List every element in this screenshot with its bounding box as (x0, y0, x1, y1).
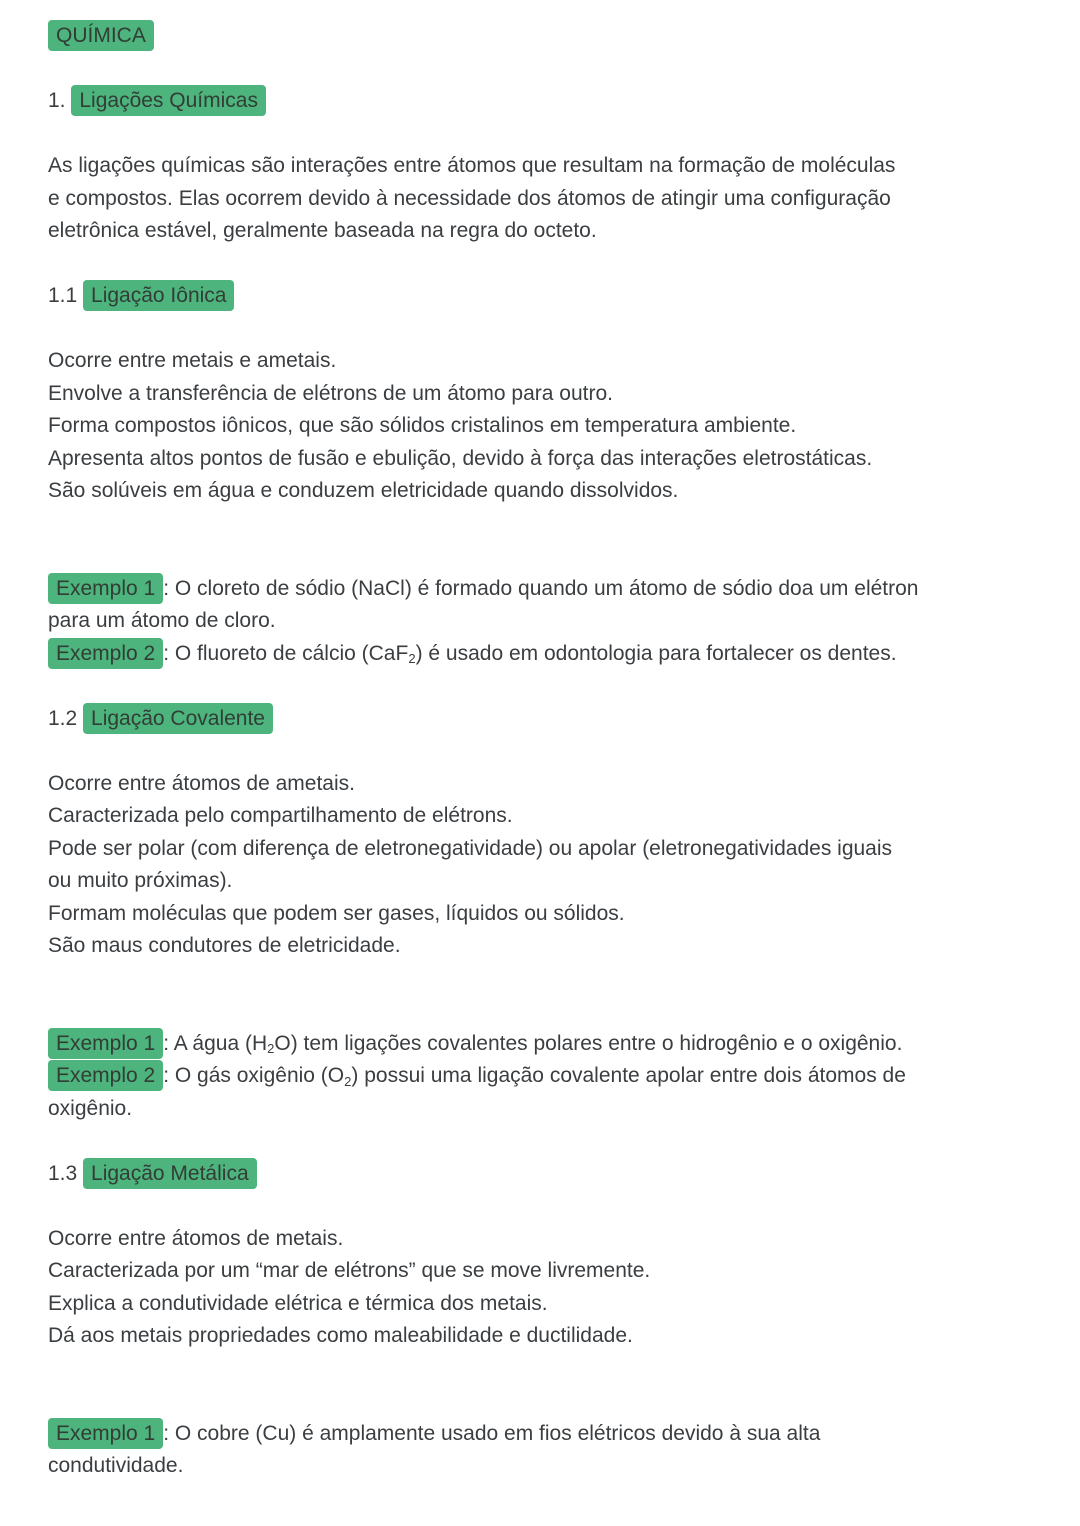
highlight-mark: QUÍMICA (48, 20, 154, 51)
text-segment: : O fluoreto de cálcio (CaF (163, 641, 409, 665)
subscript-text: 2 (344, 1073, 352, 1089)
text-segment: Formam moléculas que podem ser gases, líquidos ou sólidos. (48, 901, 625, 925)
covalent-examples (48, 1028, 1060, 1126)
highlight-mark: Ligações Químicas (71, 85, 266, 116)
text-segment: ) possui uma ligação covalente apolar entre dois átomos de (351, 1064, 906, 1087)
ionic-properties-line (48, 345, 1060, 378)
text-segment: Caracterizada por um “mar de elétrons” que se move livremente. (48, 1259, 651, 1282)
text-segment: Forma compostos iônicos, que são sólidos cristalinos em temperatura ambiente. (48, 414, 797, 437)
subscript-text: 2 (267, 1041, 275, 1057)
highlight-mark: Ligação Covalente (83, 703, 273, 734)
highlight-mark: Exemplo 2 (48, 638, 163, 669)
text-segment: e compostos. Elas ocorrem devido à necessidade dos átomos de atingir uma configuração (48, 186, 891, 210)
text-segment: Dá aos metais propriedades como maleabilidade e ductilidade. (48, 1324, 633, 1347)
text-segment: 1.2 (48, 706, 84, 730)
covalent-properties-line (48, 768, 1060, 801)
text-segment: As ligações químicas são interações entre átomos que resultam na formação de moléculas (48, 154, 896, 177)
text-segment: 1. (48, 89, 72, 112)
metallic-properties-line (48, 1223, 1060, 1256)
section-1-heading-line (48, 85, 1060, 118)
covalent-examples-line (48, 1060, 1060, 1093)
text-segment: O) tem ligações covalentes polares entre o hidrogênio e o oxigênio. (274, 1031, 903, 1055)
text-segment: 1.1 (48, 284, 84, 307)
section-1-3-heading (48, 1158, 1060, 1191)
text-segment: ou muito próximas). (48, 869, 233, 892)
ionic-examples-line (48, 638, 1060, 671)
text-segment: 1.3 (48, 1161, 84, 1185)
section-1-heading (48, 85, 1060, 118)
ionic-examples-line (48, 605, 1060, 638)
section-1-1-heading-line (48, 280, 1060, 313)
section-1-intro (48, 150, 1060, 248)
text-segment: ) é usado em odontologia para fortalecer os dentes. (415, 641, 897, 665)
section-1-1-heading (48, 280, 1060, 313)
text-segment: : O gás oxigênio (O (163, 1064, 345, 1087)
highlight-mark: Exemplo 2 (48, 1060, 163, 1091)
text-segment: : O cloreto de sódio (NaCl) é formado quando um átomo de sódio doa um elétron (163, 576, 919, 600)
section-1-2-heading (48, 703, 1060, 736)
text-segment: : O cobre (Cu) é amplamente usado em fios elétricos devido à sua alta (163, 1421, 821, 1445)
ionic-properties-line (48, 410, 1060, 443)
text-segment: para um átomo de cloro. (48, 609, 276, 632)
text-segment: Explica a condutividade elétrica e térmica dos metais. (48, 1291, 548, 1315)
text-segment: eletrônica estável, geralmente baseada na regra do octeto. (48, 219, 597, 242)
text-segment: São maus condutores de eletricidade. (48, 934, 401, 957)
highlight-mark: Ligação Metálica (83, 1158, 257, 1189)
covalent-examples-line (48, 1093, 1060, 1126)
text-segment: Envolve a transferência de elétrons de um átomo para outro. (48, 381, 613, 405)
subscript-text: 2 (408, 651, 416, 667)
covalent-properties-line (48, 865, 1060, 898)
text-segment: : A água (H (163, 1031, 268, 1055)
text-segment: Caracterizada pelo compartilhamento de elétrons. (48, 804, 513, 827)
metallic-examples (48, 1418, 1060, 1483)
section-1-intro-line (48, 215, 1060, 248)
text-segment: Apresenta altos pontos de fusão e ebulição, devido à força das interações eletrostáticas. (48, 446, 873, 470)
section-1-intro-line (48, 183, 1060, 216)
text-segment: Ocorre entre metais e ametais. (48, 349, 337, 372)
covalent-properties-line (48, 833, 1060, 866)
section-1-2-heading-line (48, 703, 1060, 736)
doc-title-line (48, 20, 1060, 53)
highlight-mark: Ligação Iônica (83, 280, 234, 311)
ionic-examples (48, 573, 1060, 671)
ionic-properties (48, 345, 1060, 508)
section-1-intro-line (48, 150, 1060, 183)
covalent-properties (48, 768, 1060, 963)
metallic-properties-line (48, 1320, 1060, 1353)
highlight-mark: Exemplo 1 (48, 573, 163, 604)
ionic-examples-line (48, 573, 1060, 606)
covalent-examples-line (48, 1028, 1060, 1061)
document-body (48, 20, 1060, 1483)
text-segment: condutividade. (48, 1454, 184, 1477)
text-segment: oxigênio. (48, 1096, 133, 1120)
text-segment: Pode ser polar (com diferença de eletronegatividade) ou apolar (eletronegatividades iguais (48, 836, 893, 860)
highlight-mark: Exemplo 1 (48, 1418, 163, 1449)
ionic-properties-line (48, 378, 1060, 411)
covalent-properties-line (48, 898, 1060, 931)
metallic-properties-line (48, 1255, 1060, 1288)
text-segment: São solúveis em água e conduzem eletricidade quando dissolvidos. (48, 479, 679, 502)
ionic-properties-line (48, 475, 1060, 508)
highlight-mark: Exemplo 1 (48, 1028, 163, 1059)
metallic-properties (48, 1223, 1060, 1353)
doc-title (48, 20, 1060, 53)
metallic-properties-line (48, 1288, 1060, 1321)
covalent-properties-line (48, 930, 1060, 963)
text-segment: Ocorre entre átomos de ametais. (48, 771, 355, 795)
covalent-properties-line (48, 800, 1060, 833)
metallic-examples-line (48, 1418, 1060, 1451)
ionic-properties-line (48, 443, 1060, 476)
section-1-3-heading-line (48, 1158, 1060, 1191)
metallic-examples-line (48, 1450, 1060, 1483)
text-segment: Ocorre entre átomos de metais. (48, 1226, 344, 1250)
